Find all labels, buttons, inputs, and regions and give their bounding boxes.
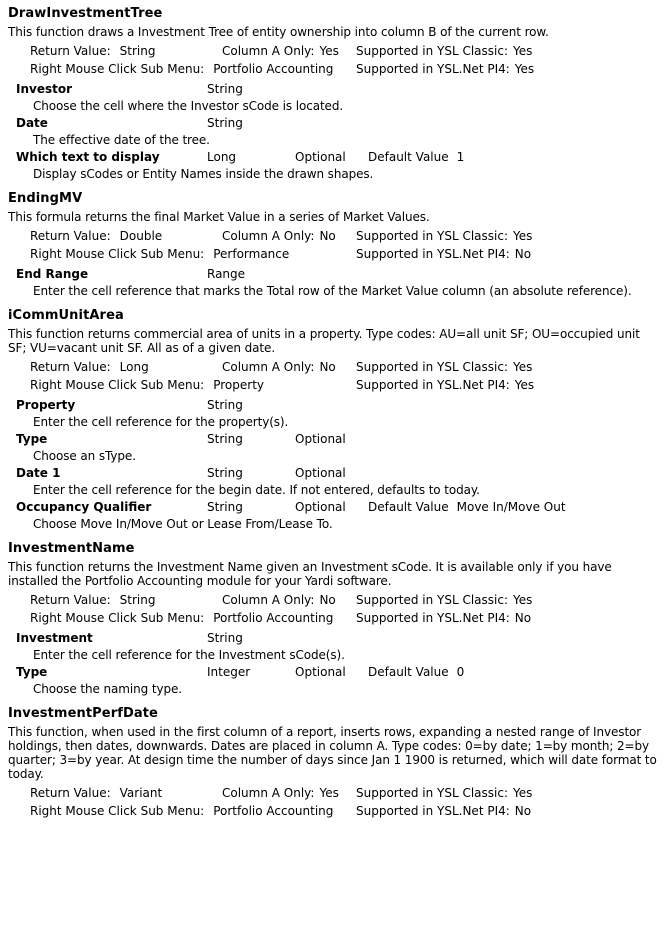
param-optional: Optional [295,466,346,480]
return-value-label: Return Value: [30,229,111,243]
param-row [8,398,662,415]
param-description: Enter the cell reference that marks the Total row of the Market Value column (an absolute reference). [33,284,632,298]
param-name: Investor [16,82,73,96]
meta-row [8,593,662,611]
meta-row [8,360,662,378]
param-name: End Range [16,267,89,281]
function-description: This function returns commercial area of units in a property. Type codes: AU=all unit SF; OU=occupied unit SF; VU=vacant unit SF. All as of a given date. [8,327,640,355]
ysl-classic-value: Yes [513,360,533,374]
param-type: Integer [207,665,251,679]
param-name: Which text to display [16,150,160,164]
param-name: Date [16,116,48,130]
param-row [8,150,662,167]
param-description: Display sCodes or Entity Names inside the drawn shapes. [33,167,374,181]
function-name: InvestmentName [8,541,135,556]
return-value: Variant [119,786,163,800]
param-name: Type [16,665,48,679]
default-value: 0 [456,665,465,679]
param-type: Long [207,150,237,164]
meta-row [8,62,662,80]
function-section-endingmv [8,191,662,298]
ysl-classic-value: Yes [513,229,533,243]
function-description: This function returns the Investment Name given an Investment sCode. It is available only if you have installed the Portfolio Accounting module for your Yardi software. [8,560,612,588]
param-row [8,500,662,517]
param-name: Date 1 [16,466,61,480]
function-name: EndingMV [8,191,83,206]
return-value-label: Return Value: [30,360,111,374]
meta-row [8,611,662,629]
param-type: String [207,631,243,645]
param-description: Enter the cell reference for the begin date. If not entered, defaults to today. [33,483,480,497]
param-description: The effective date of the tree. [33,133,210,147]
ysl-classic-label: Supported in YSL Classic: [356,229,508,243]
function-meta [8,44,662,80]
param-row [8,116,662,133]
param-optional: Optional [295,665,346,679]
function-section-icommunitarea [8,308,662,531]
submenu-value: Portfolio Accounting [213,62,334,76]
param-type: String [207,398,243,412]
column-a-only-label: Column A Only: [222,44,315,58]
param-description: Choose the cell where the Investor sCode is located. [33,99,344,113]
return-value: String [119,593,156,607]
column-a-only-value: No [319,360,336,374]
function-meta [8,229,662,265]
return-value: String [119,44,156,58]
param-row [8,432,662,449]
function-name: DrawInvestmentTree [8,6,163,21]
param-description: Choose Move In/Move Out or Lease From/Lease To. [33,517,333,531]
function-section-drawinvestmenttree [8,6,662,181]
function-description: This formula returns the final Market Value in a series of Market Values. [8,210,430,224]
submenu-label: Right Mouse Click Sub Menu: [30,611,205,625]
param-description: Enter the cell reference for the property(s). [33,415,289,429]
param-type: Range [207,267,246,281]
meta-row [8,229,662,247]
param-type: String [207,466,243,480]
column-a-only-label: Column A Only: [222,593,315,607]
function-name: InvestmentPerfDate [8,706,158,721]
ysl-classic-value: Yes [513,786,533,800]
ysl-net-value: No [514,611,532,625]
meta-row [8,44,662,62]
param-type: String [207,116,243,130]
function-meta [8,786,662,822]
ysl-net-label: Supported in YSL.Net PI4: [356,62,510,76]
column-a-only-label: Column A Only: [222,786,315,800]
ysl-net-label: Supported in YSL.Net PI4: [356,804,510,818]
param-row [8,267,662,284]
submenu-label: Right Mouse Click Sub Menu: [30,378,205,392]
param-type: String [207,500,243,514]
ysl-net-value: No [514,247,532,261]
param-name: Occupancy Qualifier [16,500,152,514]
param-description: Choose the naming type. [33,682,182,696]
column-a-only-value: Yes [319,786,339,800]
ysl-net-value: No [514,804,532,818]
param-row [8,466,662,483]
param-type: String [207,432,243,446]
param-optional: Optional [295,500,346,514]
submenu-value: Property [213,378,264,392]
function-section-investmentperfdate [8,706,662,822]
param-name: Property [16,398,76,412]
ysl-classic-label: Supported in YSL Classic: [356,360,508,374]
default-value-label: Default Value [368,500,449,514]
default-value: Move In/Move Out [456,500,566,514]
param-block [8,398,662,531]
return-value: Double [119,229,163,243]
function-meta [8,593,662,629]
column-a-only-value: No [319,229,336,243]
param-row [8,631,662,648]
submenu-label: Right Mouse Click Sub Menu: [30,62,205,76]
column-a-only-value: Yes [319,44,339,58]
param-name: Type [16,432,48,446]
column-a-only-value: No [319,593,336,607]
param-optional: Optional [295,432,346,446]
return-value-label: Return Value: [30,44,111,58]
column-a-only-label: Column A Only: [222,360,315,374]
ysl-net-value: Yes [514,62,535,76]
ysl-classic-label: Supported in YSL Classic: [356,786,508,800]
function-meta [8,360,662,396]
submenu-value: Portfolio Accounting [213,804,334,818]
meta-row [8,786,662,804]
submenu-value: Portfolio Accounting [213,611,334,625]
ysl-net-label: Supported in YSL.Net PI4: [356,247,510,261]
function-description: This function draws a Investment Tree of entity ownership into column B of the current row. [8,25,549,39]
param-block [8,82,662,181]
meta-row [8,804,662,822]
default-value: 1 [456,150,465,164]
param-row [8,665,662,682]
meta-row [8,378,662,396]
param-block [8,631,662,696]
return-value-label: Return Value: [30,786,111,800]
default-value-label: Default Value [368,665,449,679]
ysl-net-label: Supported in YSL.Net PI4: [356,378,510,392]
submenu-label: Right Mouse Click Sub Menu: [30,804,205,818]
return-value: Long [119,360,149,374]
ysl-classic-value: Yes [513,44,533,58]
param-row [8,82,662,99]
function-name: iCommUnitArea [8,308,124,323]
param-name: Investment [16,631,93,645]
column-a-only-label: Column A Only: [222,229,315,243]
ysl-net-value: Yes [514,378,535,392]
ysl-classic-label: Supported in YSL Classic: [356,44,508,58]
function-description: This function, when used in the first column of a report, inserts rows, expanding a nested range of Investor holdings, then dates, downwards. Dates are placed in column A. Type codes: 0=by date; 1=by month; 2=by quarter; 3=by year. At design time the number of days since Jan 1 1900 is returned, which will date format to today. [8,725,657,781]
param-optional: Optional [295,150,346,164]
return-value-label: Return Value: [30,593,111,607]
ysl-net-label: Supported in YSL.Net PI4: [356,611,510,625]
default-value-label: Default Value [368,150,449,164]
ysl-classic-value: Yes [513,593,533,607]
param-description: Choose an sType. [33,449,136,463]
param-description: Enter the cell reference for the Investment sCode(s). [33,648,345,662]
submenu-label: Right Mouse Click Sub Menu: [30,247,205,261]
param-type: String [207,82,243,96]
submenu-value: Performance [213,247,290,261]
param-block [8,267,662,298]
function-section-investmentname [8,541,662,696]
ysl-classic-label: Supported in YSL Classic: [356,593,508,607]
meta-row [8,247,662,265]
